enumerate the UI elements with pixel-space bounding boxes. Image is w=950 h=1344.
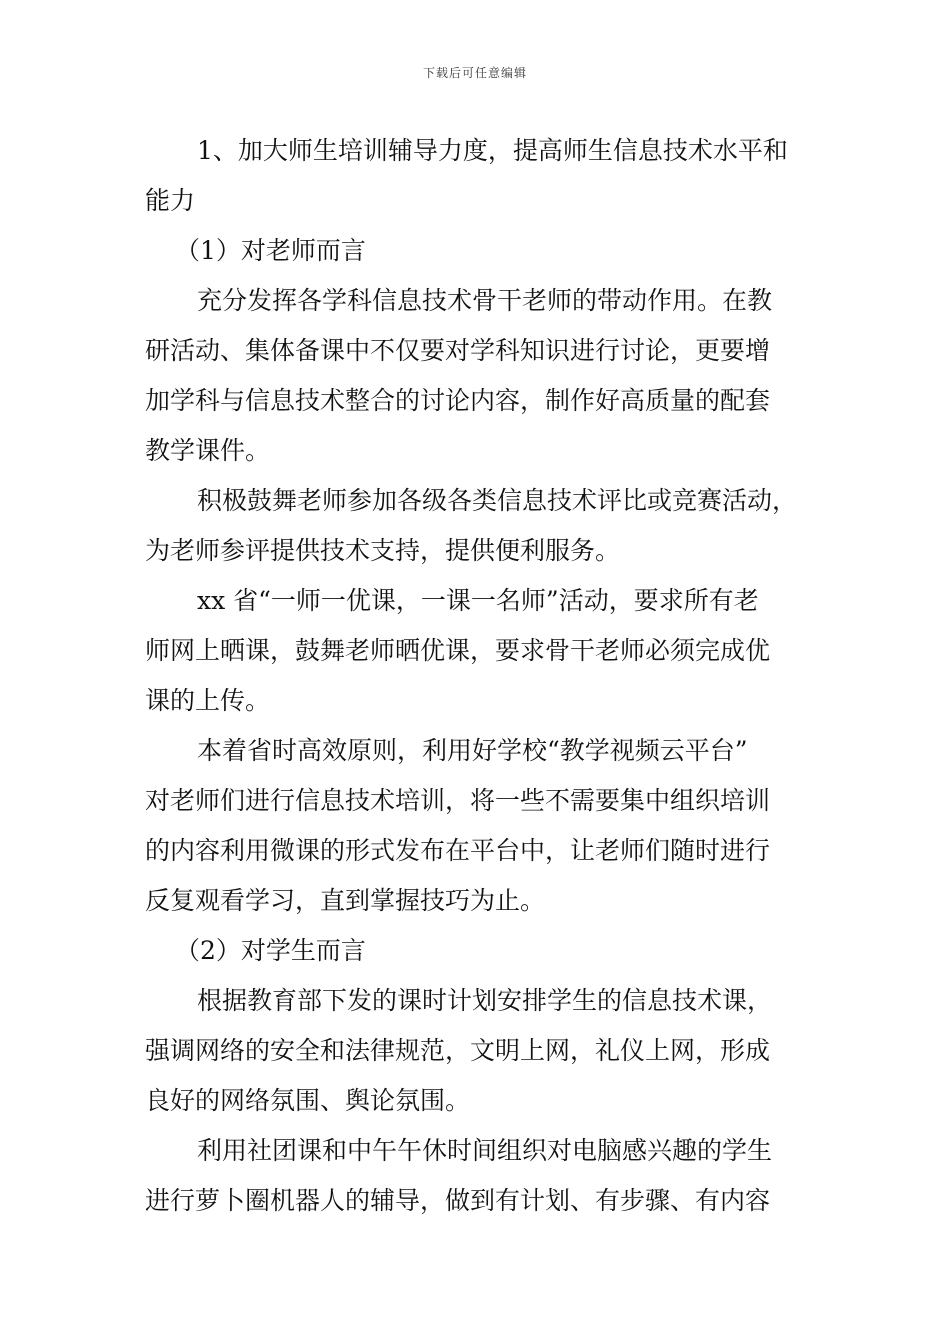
paragraph-line: 课的上传。	[145, 686, 271, 715]
paragraph-line: 反复观看学习，直到掌握技巧为止。	[145, 886, 546, 915]
paragraph-line: 师网上晒课，鼓舞老师晒优课，要求骨干老师必须完成优	[145, 636, 771, 665]
paragraph-line: 加学科与信息技术整合的讨论内容，制作好高质量的配套	[145, 386, 771, 415]
paragraph-line: 本着省时高效原则，利用好学校“教学视频云平台”	[197, 736, 748, 765]
paragraph-line: 研活动、集体备课中不仅要对学科知识进行讨论，更要增	[145, 336, 771, 365]
paragraph-line: 强调网络的安全和法律规范，文明上网，礼仪上网，形成	[145, 1036, 771, 1065]
paragraph-line: 的内容利用微课的形式发布在平台中，让老师们随时进行	[145, 836, 771, 865]
paragraph-line: 良好的网络氛围、舆论氛围。	[145, 1086, 471, 1115]
paragraph-line: 充分发挥各学科信息技术骨干老师的带动作用。在教	[197, 286, 773, 315]
document-body	[145, 126, 810, 1226]
section-heading-line: 1、加大师生培训辅导力度，提高师生信息技术水平和	[197, 136, 788, 165]
section-heading-line: 能力	[145, 186, 196, 215]
paragraph-line: 对老师们进行信息技术培训，将一些不需要集中组织培训	[145, 786, 771, 815]
paragraph-line: xx 省“一师一优课，一课一名师”活动，要求所有老	[197, 586, 759, 615]
paragraph-line: 利用社团课和中午午休时间组织对电脑感兴趣的学生	[197, 1136, 773, 1165]
subsection-heading: （1）对老师而言	[175, 236, 366, 265]
paragraph-line: 为老师参评提供技术支持，提供便利服务。	[145, 536, 621, 565]
paragraph-line: 根据教育部下发的课时计划安排学生的信息技术课，	[197, 986, 773, 1015]
paragraph-line: 进行萝卜圈机器人的辅导，做到有计划、有步骤、有内容	[145, 1186, 771, 1215]
paragraph-line: 积极鼓舞老师参加各级各类信息技术评比或竞赛活动，	[197, 486, 798, 515]
page-header-note: 下载后可任意编辑	[422, 66, 527, 80]
subsection-heading: （2）对学生而言	[175, 936, 366, 965]
paragraph-line: 教学课件。	[145, 436, 271, 465]
